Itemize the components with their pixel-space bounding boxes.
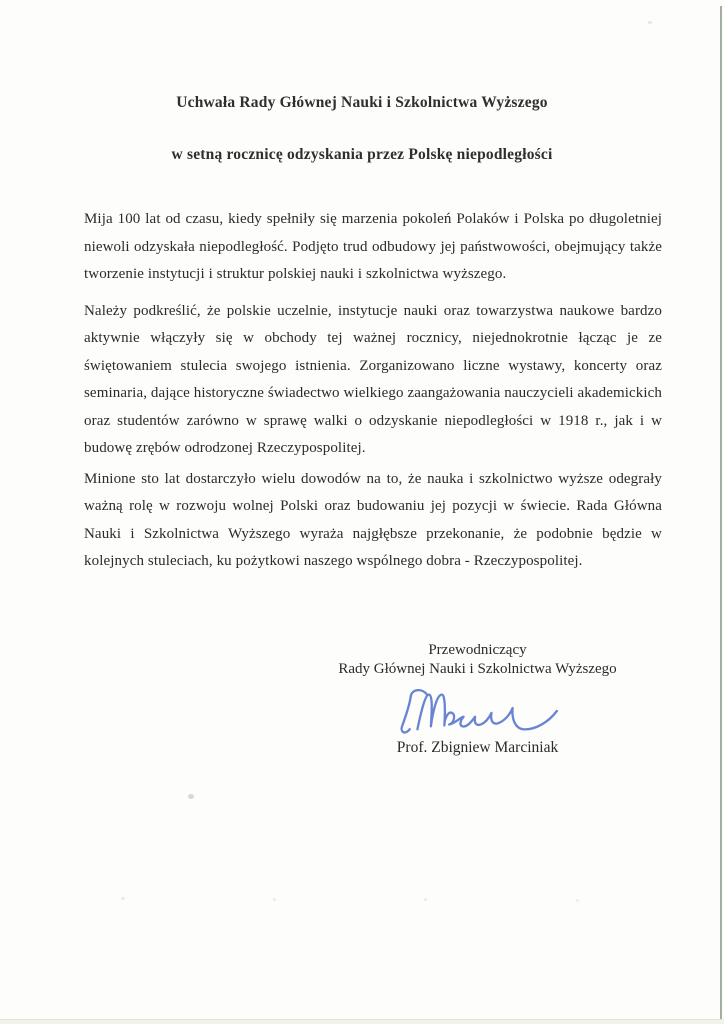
signature-ink-path-2 bbox=[417, 695, 556, 730]
signatory-organization: Rady Głównej Nauki i Szkolnictwa Wyższego bbox=[338, 661, 617, 677]
signature-ink bbox=[392, 686, 564, 736]
scan-speck bbox=[648, 21, 652, 24]
signatory-name: Prof. Zbigniew Marciniak bbox=[396, 739, 559, 756]
scan-speck bbox=[121, 897, 125, 900]
scan-edge-bottom bbox=[0, 1019, 724, 1024]
document-body bbox=[84, 206, 662, 576]
paragraph-2: Należy podkreślić, że polskie uczelnie, instytucje nauki oraz towarzystwa naukowe bardzo aktywnie włączyły się w obchody tej ważnej rocznicy, niejednokrotnie łącząc je ze świętowaniem stulecia swojego istnienia. Zorganizowano liczne wystawy, koncerty oraz seminaria, dające historyczne świadectwo wielkiego zaangażowania nauczycieli akademickich oraz studentów zarówno w sprawę walki o odzyskanie niepodległości w 1918 r., jak i w budowę zrębów odrodzonej Rzeczypospolitej. bbox=[84, 302, 662, 456]
document-subtitle: w setną rocznicę odzyskania przez Polskę niepodległości bbox=[171, 146, 553, 163]
scan-speck bbox=[424, 898, 427, 901]
signature-block bbox=[295, 641, 660, 757]
signature-ink-path bbox=[401, 690, 426, 732]
signatory-role: Przewodniczący bbox=[428, 642, 527, 658]
scan-speck bbox=[273, 898, 276, 901]
paragraph-3: Minione sto lat dostarczyło wielu dowodów na to, że nauka i szkolnictwo wyższe odegrały ważną rolę w rozwoju wolnej Polski oraz budowaniu jej pozycji w świecie. Rada Główna Nauki i Szkolnictwa Wyższego wyraża najgłębsze przekonanie, że podobnie będzie w kolejnych stuleciach, ku pożytkowi naszego wspólnego dobra - Rzeczypospolitej. bbox=[84, 470, 662, 569]
scan-speck bbox=[188, 794, 194, 799]
scan-edge-right bbox=[720, 6, 722, 1022]
document-title: Uchwała Rady Głównej Nauki i Szkolnictwa Wyższego bbox=[176, 94, 548, 111]
scan-speck bbox=[576, 899, 579, 902]
paragraph-1: Mija 100 lat od czasu, kiedy spełniły się marzenia pokoleń Polaków i Polska po długoletniej niewoli odzyskała niepodległość. Podjęto trud odbudowy jej państwowości, obejmujący także tworzenie instytucji i struktur polskiej nauki i szkolnictwa wyższego. bbox=[84, 211, 662, 282]
